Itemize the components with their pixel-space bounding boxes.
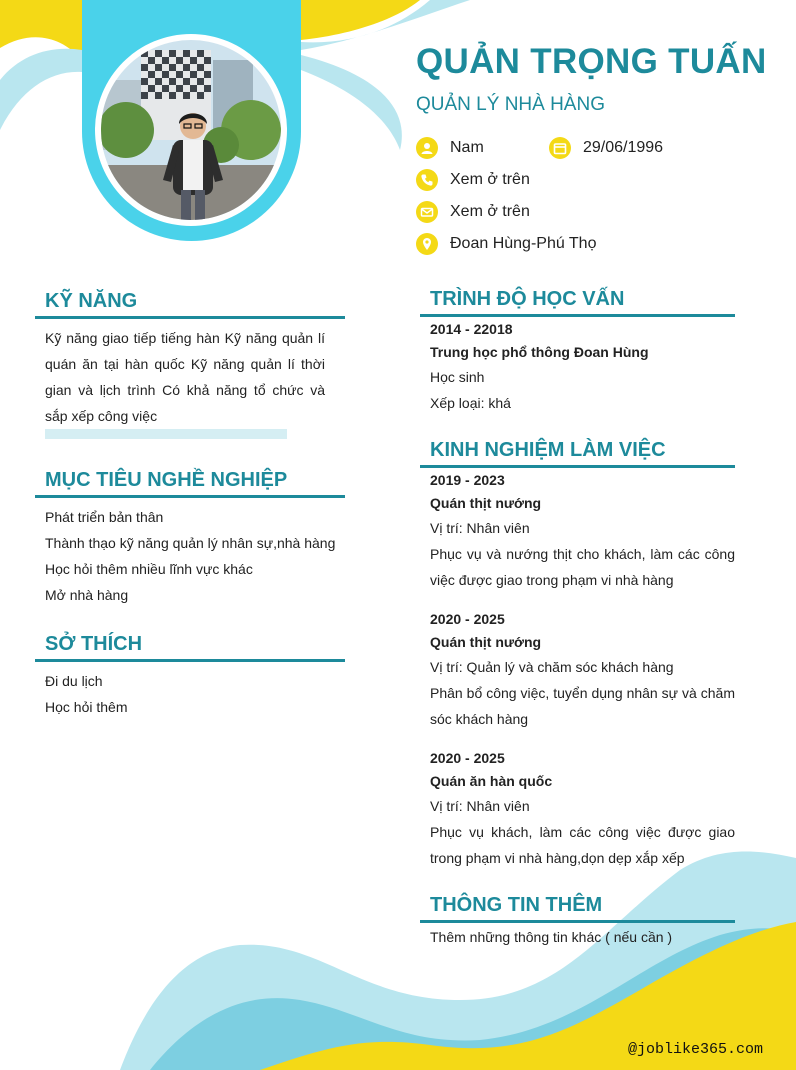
address-row	[416, 233, 596, 255]
skill-level-bar	[45, 429, 287, 439]
address-value: Đoan Hùng-Phú Thọ	[450, 235, 597, 252]
job-position: Vị trí: Nhân viên	[430, 798, 530, 814]
job-period: 2019 - 2023	[430, 472, 505, 488]
list-item: Thành thạo kỹ năng quản lý nhân sự,nhà hàng	[45, 535, 336, 551]
skills-heading: KỸ NĂNG	[35, 290, 345, 319]
education-block	[430, 318, 735, 416]
user-icon	[416, 137, 438, 159]
skills-text: Kỹ năng giao tiếp tiếng hàn Kỹ năng quản lí quán ăn tại hàn quốc Kỹ năng quản lí thời gian và lịch trình Có khả năng tổ chức và sắp xếp công việc	[45, 330, 325, 424]
experience-item	[430, 469, 735, 593]
objectives-list	[45, 504, 345, 608]
job-title: QUẢN LÝ NHÀ HÀNG	[416, 94, 605, 115]
email-row	[416, 201, 530, 223]
phone-row	[416, 169, 530, 191]
mail-icon	[416, 201, 438, 223]
extra-info-heading: THÔNG TIN THÊM	[420, 894, 735, 923]
location-pin-icon	[416, 233, 438, 255]
job-period: 2020 - 2025	[430, 750, 505, 766]
gender-row	[416, 137, 484, 159]
phone-value: Xem ở trên	[450, 171, 530, 188]
list-item: Đi du lịch	[45, 673, 103, 689]
education-period: 2014 - 22018	[430, 321, 513, 337]
calendar-icon	[549, 137, 571, 159]
job-company: Quán thịt nướng	[430, 495, 542, 511]
birthdate-row	[549, 137, 663, 159]
list-item: Học hỏi thêm nhiều lĩnh vực khác	[45, 561, 253, 577]
experience-heading: KINH NGHIỆM LÀM VIỆC	[420, 439, 735, 468]
education-heading: TRÌNH ĐỘ HỌC VẤN	[420, 288, 735, 317]
experience-item	[430, 608, 735, 732]
hobbies-list	[45, 668, 345, 720]
education-role: Học sinh	[430, 369, 485, 385]
job-description: Phục vụ và nướng thịt cho khách, làm các công việc được giao trong phạm vi nhà hàng	[430, 546, 735, 588]
watermark: @joblike365.com	[627, 1041, 763, 1058]
education-school: Trung học phổ thông Đoan Hùng	[430, 344, 649, 360]
job-position: Vị trí: Nhân viên	[430, 520, 530, 536]
hobbies-heading: SỞ THÍCH	[35, 633, 345, 662]
job-company: Quán thịt nướng	[430, 634, 542, 650]
gender-value: Nam	[450, 139, 484, 156]
education-grade: Xếp loại: khá	[430, 395, 511, 411]
objectives-heading: MỤC TIÊU NGHỀ NGHIỆP	[35, 469, 345, 498]
birthdate-value: 29/06/1996	[583, 139, 664, 156]
list-item: Học hỏi thêm	[45, 699, 128, 715]
list-item: Phát triển bản thân	[45, 509, 164, 525]
job-description: Phân bổ công việc, tuyển dụng nhân sự và chăm sóc khách hàng	[430, 685, 735, 727]
job-company: Quán ăn hàn quốc	[430, 773, 553, 789]
profile-photo	[101, 40, 281, 220]
experience-item	[430, 747, 735, 871]
list-item: Mở nhà hàng	[45, 587, 129, 603]
email-value: Xem ở trên	[450, 203, 530, 220]
job-position: Vị trí: Quản lý và chăm sóc khách hàng	[430, 659, 674, 675]
job-description: Phục vụ khách, làm các công việc được giao trong phạm vi nhà hàng,dọn dẹp xắp xếp	[430, 824, 735, 866]
extra-info-text: Thêm những thông tin khác ( nếu cần )	[430, 929, 673, 945]
phone-icon	[416, 169, 438, 191]
job-period: 2020 - 2025	[430, 611, 505, 627]
candidate-name: QUẢN TRỌNG TUẤN	[416, 42, 767, 81]
